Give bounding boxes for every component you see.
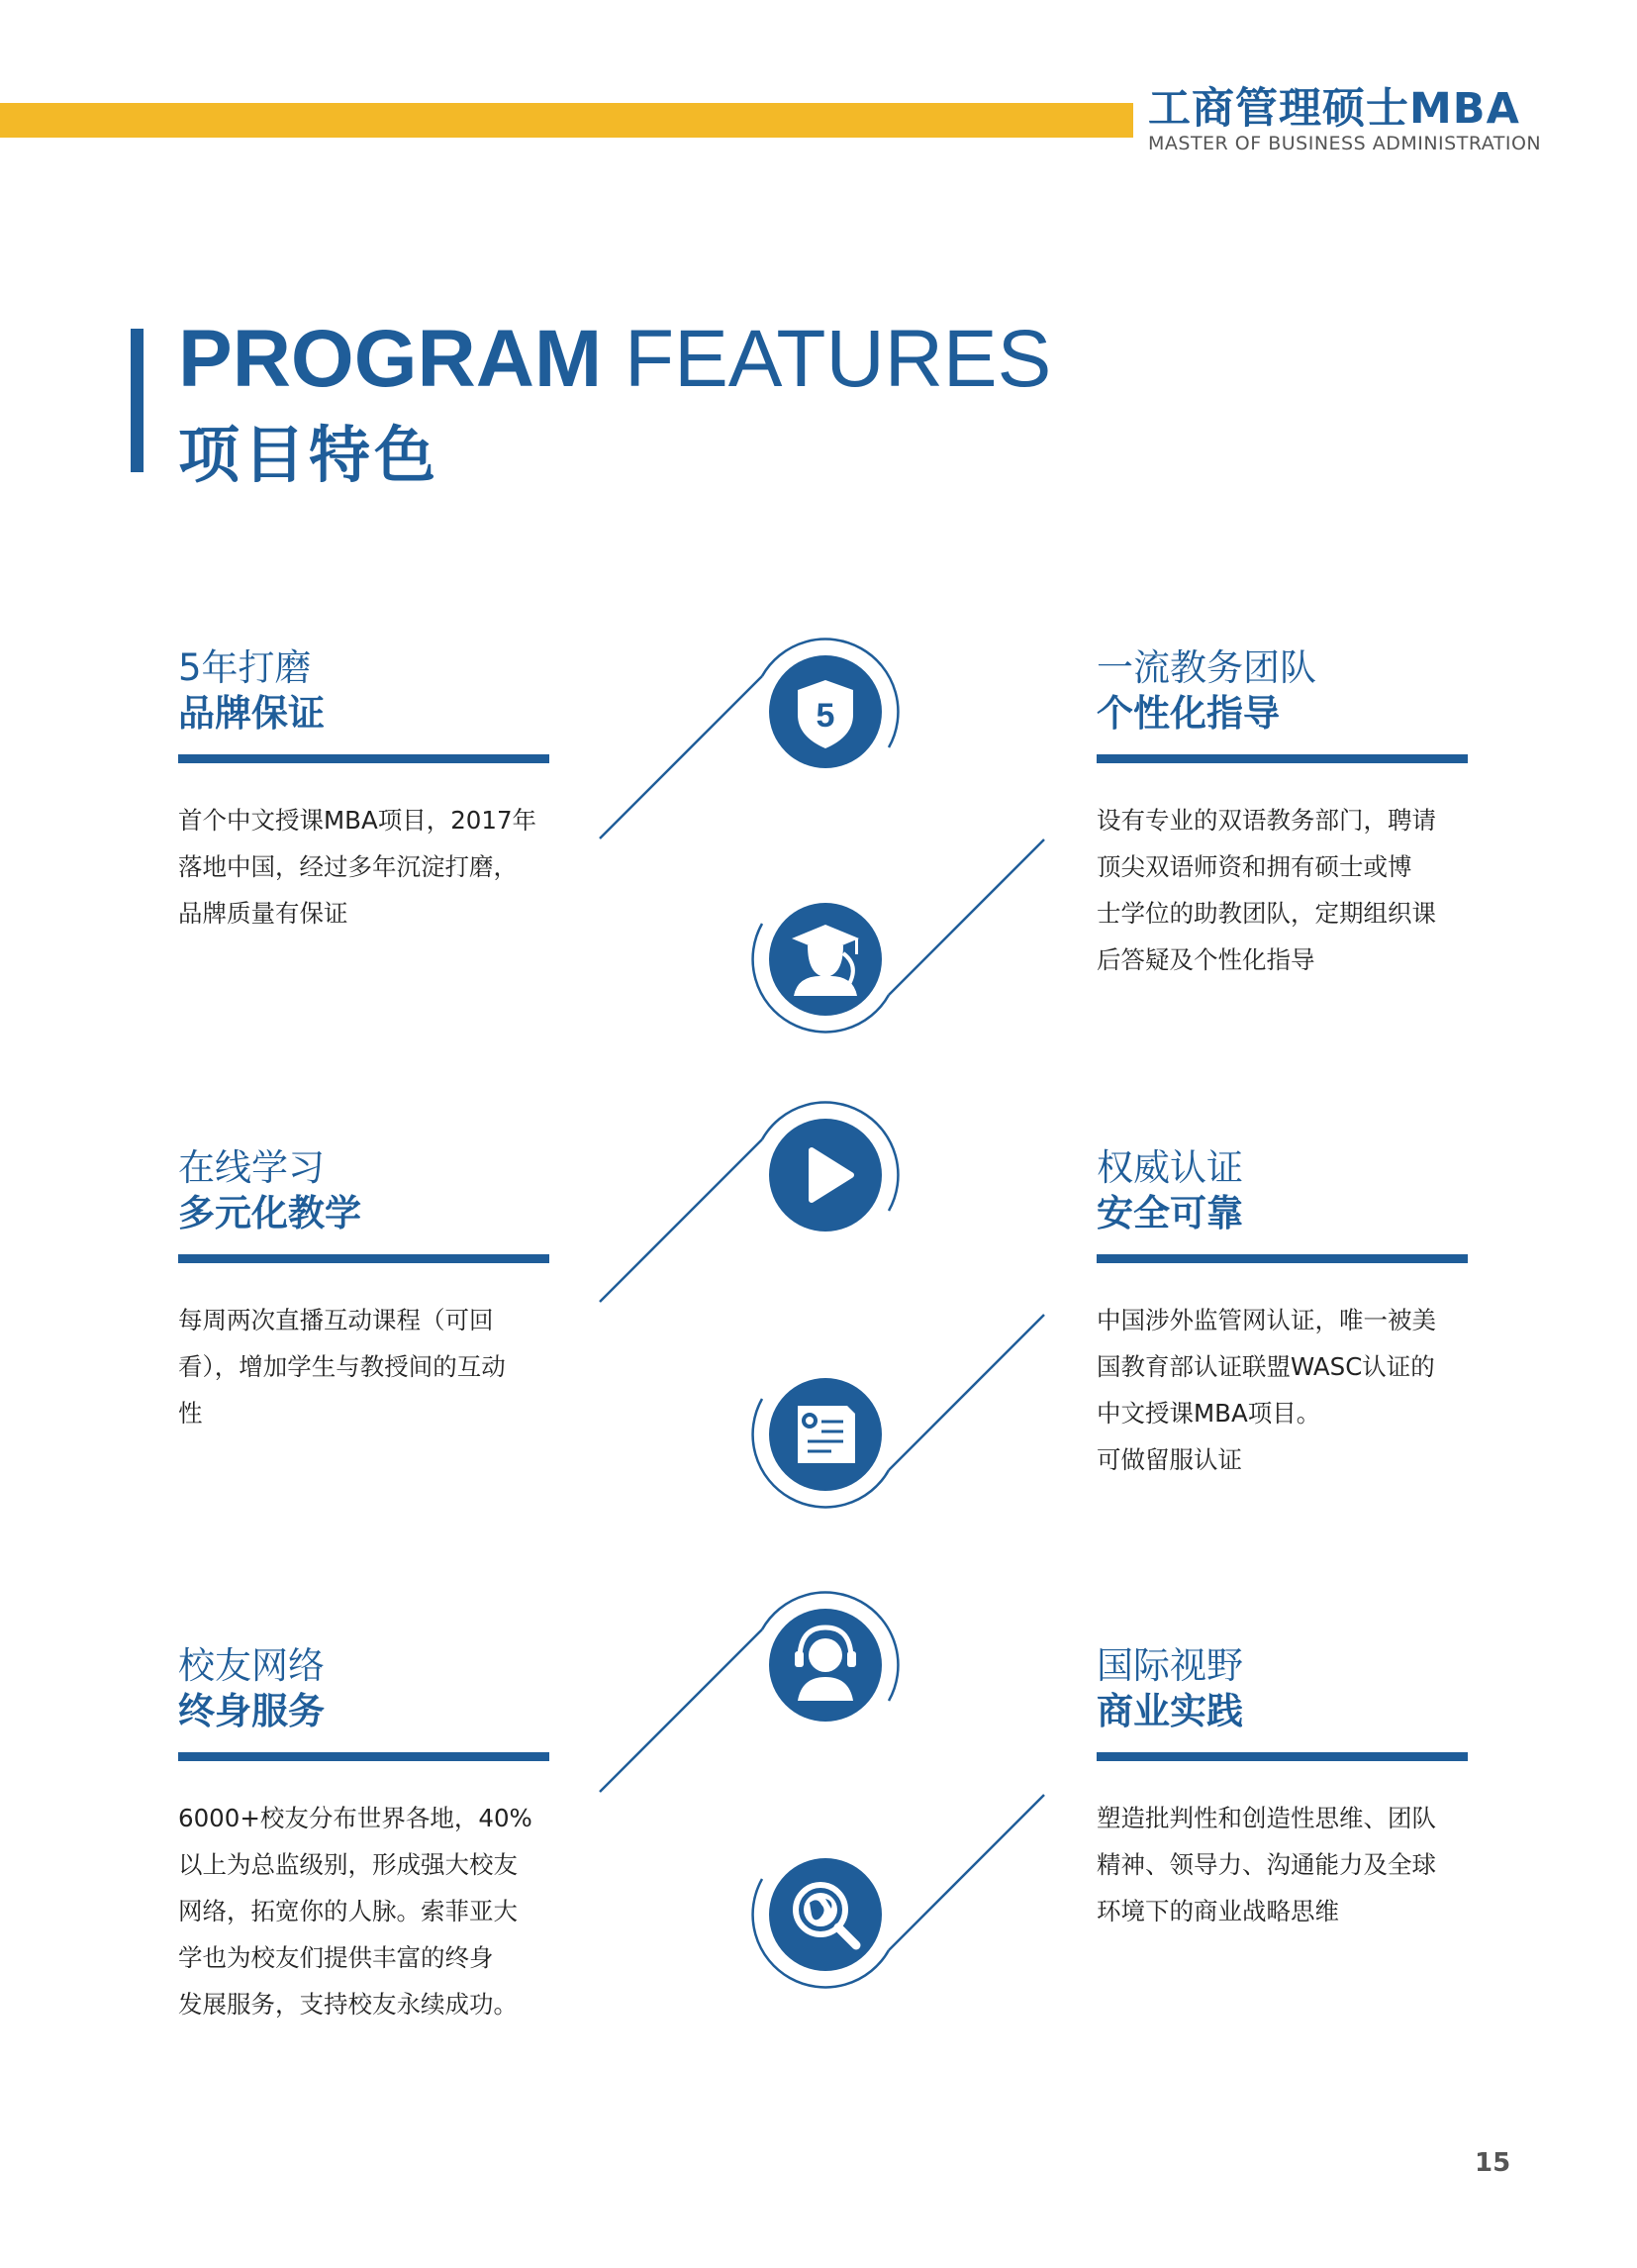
- feature-subheading: 多元化教学: [178, 1192, 361, 1234]
- diagonal-line: [600, 1139, 762, 1302]
- feature-team: [1097, 645, 1473, 983]
- feature-heading: 5年打磨: [178, 646, 312, 689]
- shield-number: 5: [816, 697, 835, 735]
- diagonal-line: [889, 1315, 1044, 1470]
- feature-divider: [1097, 1752, 1468, 1761]
- diagonal-line: [600, 1629, 762, 1792]
- diagonal-line: [889, 1795, 1044, 1950]
- feature-text-line: 性: [178, 1399, 203, 1428]
- feature-subheading: 个性化指导: [1097, 692, 1280, 735]
- feature-description: [178, 1297, 554, 1436]
- feature-text-line: 6000+校友分布世界各地，40%: [178, 1804, 532, 1832]
- feature-text-line: 落地中国，经过多年沉淀打磨，: [178, 852, 518, 881]
- feature-certification: [1097, 1145, 1473, 1483]
- feature-divider: [1097, 1254, 1468, 1263]
- feature-text-line: 以上为总监级别，形成强大校友: [178, 1850, 518, 1879]
- feature-text-line: 设有专业的双语教务部门，聘请: [1097, 806, 1436, 835]
- feature-text-line: 中国涉外监管网认证，唯一被美: [1097, 1306, 1436, 1334]
- feature-text-line: 首个中文授课MBA项目，2017年: [178, 806, 537, 835]
- feature-divider: [1097, 754, 1468, 763]
- diagonal-line: [889, 839, 1044, 995]
- section-title-light: FEATURES: [602, 314, 1052, 404]
- feature-description: [1097, 1795, 1473, 1934]
- feature-subheading: 品牌保证: [178, 692, 325, 735]
- certificate-icon: [798, 1406, 855, 1463]
- feature-divider: [178, 1752, 549, 1761]
- feature-text-line: 每周两次直播互动课程（可回: [178, 1306, 494, 1334]
- feature-heading: 国际视野: [1097, 1644, 1243, 1687]
- page-number: 15: [1475, 2148, 1511, 2178]
- feature-text-line: 可做留服认证: [1097, 1445, 1242, 1474]
- section-title-cn: 项目特色: [178, 419, 440, 491]
- feature-online: [178, 1145, 554, 1436]
- feature-description: [1097, 1297, 1473, 1483]
- feature-description: [1097, 797, 1473, 983]
- feature-brand: [178, 645, 554, 937]
- feature-text-line: 顶尖双语师资和拥有硕士或博: [1097, 852, 1412, 881]
- feature-text-line: 学也为校友们提供丰富的终身: [178, 1943, 494, 1972]
- brand-subtitle: MASTER OF BUSINESS ADMINISTRATION: [1148, 133, 1542, 154]
- feature-description: [178, 1795, 554, 2027]
- feature-divider: [178, 1254, 549, 1263]
- feature-alumni: [178, 1643, 554, 2027]
- feature-text-line: 中文授课MBA项目。: [1097, 1399, 1321, 1428]
- section-title-bold: PROGRAM: [178, 314, 603, 404]
- feature-text-line: 品牌质量有保证: [178, 899, 348, 928]
- feature-text-line: 环境下的商业战略思维: [1097, 1897, 1339, 1925]
- feature-subheading: 安全可靠: [1097, 1192, 1243, 1234]
- feature-text-line: 网络，拓宽你的人脉。索菲亚大: [178, 1897, 518, 1925]
- feature-global: [1097, 1643, 1473, 1934]
- feature-text-line: 后答疑及个性化指导: [1097, 945, 1315, 974]
- feature-heading: 一流教务团队: [1097, 646, 1316, 689]
- feature-text-line: 发展服务，支持校友永续成功。: [178, 1990, 518, 2019]
- feature-text-line: 塑造批判性和创造性思维、团队: [1097, 1804, 1436, 1832]
- diagonal-line: [600, 676, 762, 838]
- feature-subheading: 商业实践: [1097, 1690, 1243, 1732]
- feature-heading: 校友网络: [178, 1644, 325, 1687]
- feature-text-line: 士学位的助教团队，定期组织课: [1097, 899, 1436, 928]
- feature-description: [178, 797, 554, 937]
- brand-title: 工商管理硕士MBA: [1148, 84, 1520, 134]
- feature-heading: 在线学习: [178, 1146, 325, 1189]
- feature-text-line: 精神、领导力、沟通能力及全球: [1097, 1850, 1436, 1879]
- feature-divider: [178, 754, 549, 763]
- feature-text-line: 国教育部认证联盟WASC认证的: [1097, 1352, 1435, 1381]
- feature-subheading: 终身服务: [178, 1690, 325, 1732]
- feature-heading: 权威认证: [1097, 1146, 1243, 1189]
- feature-text-line: 看），增加学生与教授间的互动: [178, 1352, 506, 1381]
